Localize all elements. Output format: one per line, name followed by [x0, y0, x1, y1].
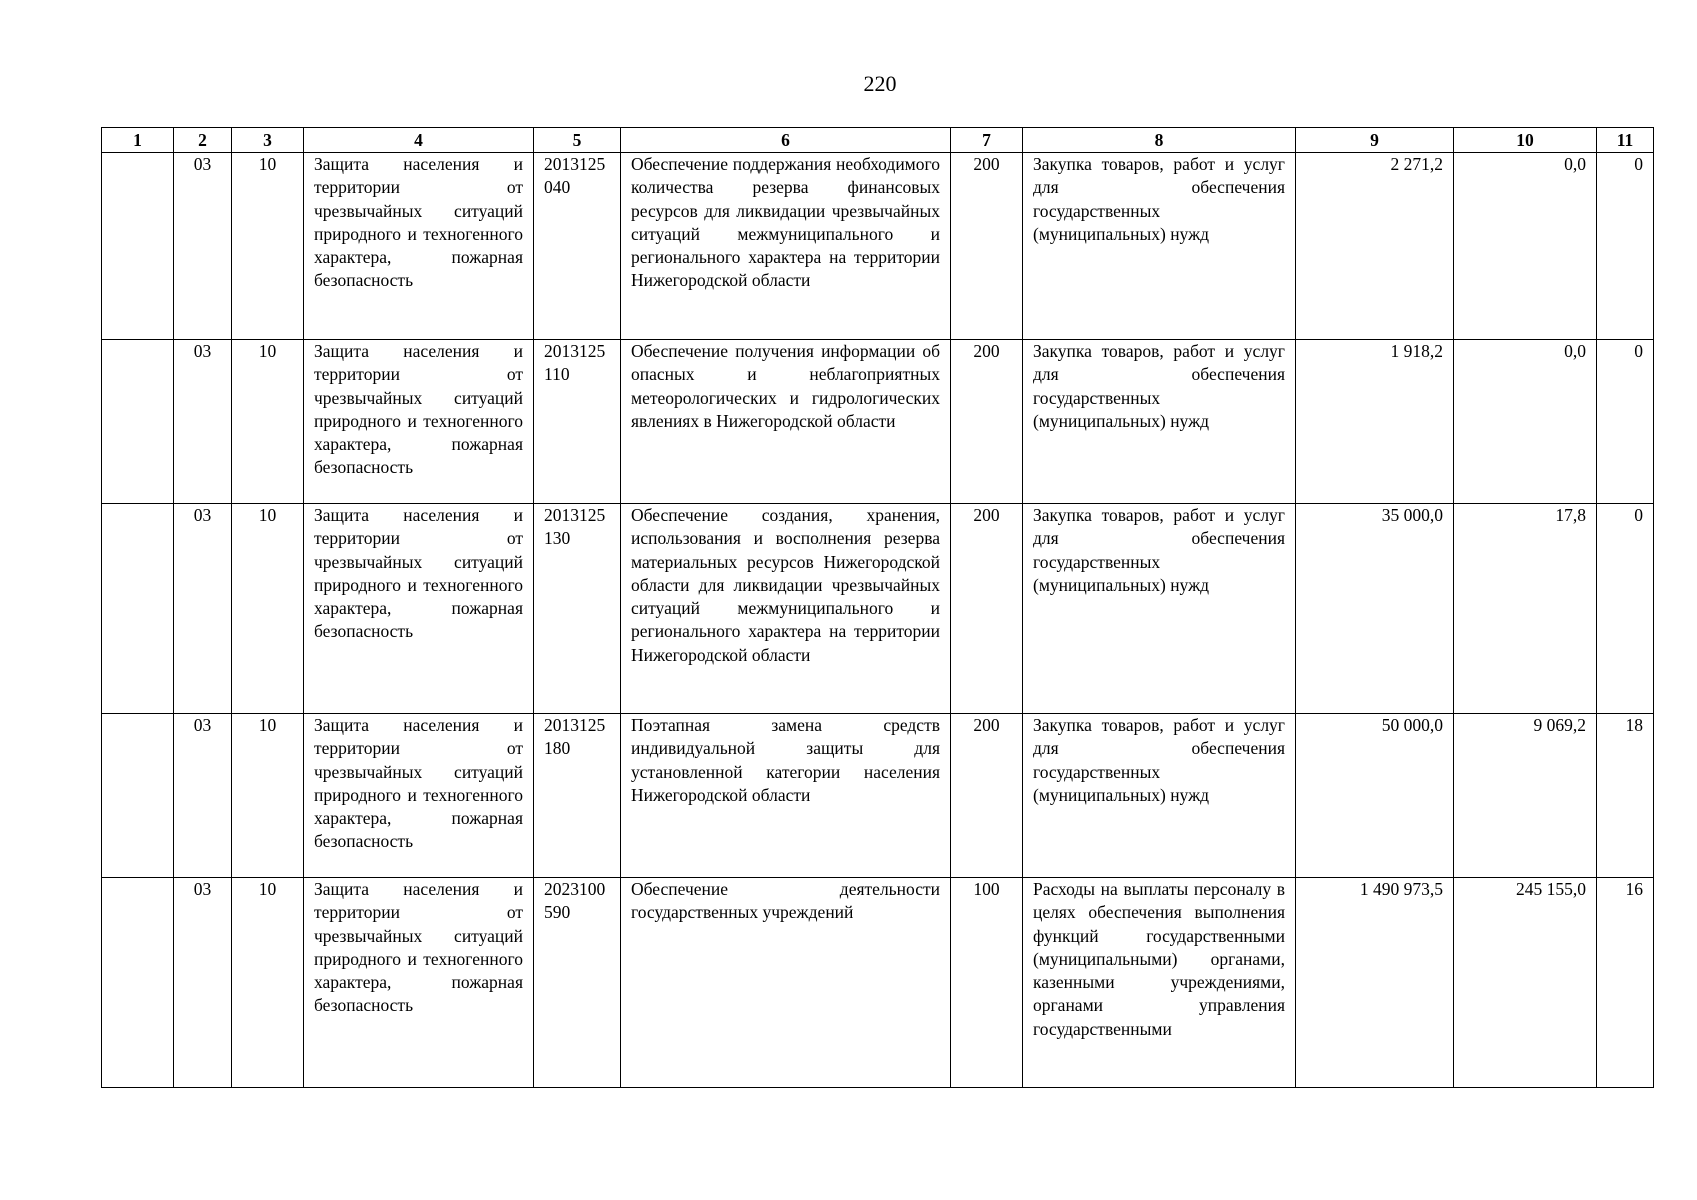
cell-target-code: 2013125040	[534, 153, 621, 340]
column-header-2: 2	[174, 128, 232, 153]
cell-target-code: 2013125180	[534, 714, 621, 878]
cell-plan: 2 271,2	[1296, 153, 1454, 340]
column-header-1: 1	[102, 128, 174, 153]
cell-plan: 35 000,0	[1296, 504, 1454, 714]
table-row	[102, 504, 1654, 714]
cell-section: 03	[174, 504, 232, 714]
cell-expense-name: Закупка товаров, работ и услуг для обеспечения государственных (муниципальных) нужд	[1023, 340, 1296, 504]
cell-section: 03	[174, 878, 232, 1088]
cell-empty	[102, 153, 174, 340]
cell-section-name: Защита населения и территории от чрезвычайных ситуаций природного и техногенного характера, пожарная безопасность	[304, 153, 534, 340]
cell-section: 03	[174, 153, 232, 340]
header-row	[102, 128, 1654, 153]
column-header-8: 8	[1023, 128, 1296, 153]
column-header-11: 11	[1597, 128, 1654, 153]
cell-expense-type: 200	[951, 504, 1023, 714]
cell-target-code: 2023100590	[534, 878, 621, 1088]
column-header-10: 10	[1454, 128, 1597, 153]
cell-subsection: 10	[232, 153, 304, 340]
cell-empty	[102, 714, 174, 878]
cell-actual: 0,0	[1454, 340, 1597, 504]
cell-expense-type: 200	[951, 340, 1023, 504]
cell-expense-type: 200	[951, 153, 1023, 340]
cell-expense-name: Расходы на выплаты персоналу в целях обеспечения выполнения функций государственными (муниципальными) органами, казенными учреждениями, органами управления государственными	[1023, 878, 1296, 1088]
cell-percent: 0	[1597, 504, 1654, 714]
cell-actual: 0,0	[1454, 153, 1597, 340]
cell-empty	[102, 878, 174, 1088]
cell-subsection: 10	[232, 504, 304, 714]
cell-plan: 1 490 973,5	[1296, 878, 1454, 1088]
cell-percent: 18	[1597, 714, 1654, 878]
cell-target-code: 2013125130	[534, 504, 621, 714]
column-header-7: 7	[951, 128, 1023, 153]
cell-percent: 0	[1597, 340, 1654, 504]
cell-expense-name: Закупка товаров, работ и услуг для обеспечения государственных (муниципальных) нужд	[1023, 504, 1296, 714]
column-header-6: 6	[621, 128, 951, 153]
cell-actual: 245 155,0	[1454, 878, 1597, 1088]
cell-subsection: 10	[232, 878, 304, 1088]
table-row	[102, 153, 1654, 340]
cell-section-name: Защита населения и территории от чрезвычайных ситуаций природного и техногенного характера, пожарная безопасность	[304, 714, 534, 878]
cell-section: 03	[174, 714, 232, 878]
cell-empty	[102, 340, 174, 504]
cell-percent: 0	[1597, 153, 1654, 340]
column-header-5: 5	[534, 128, 621, 153]
cell-expense-name: Закупка товаров, работ и услуг для обеспечения государственных (муниципальных) нужд	[1023, 153, 1296, 340]
cell-target-name: Обеспечение поддержания необходимого количества резерва финансовых ресурсов для ликвидации чрезвычайных ситуаций межмуниципального и регионального характера на территории Нижегородской области	[621, 153, 951, 340]
cell-expense-type: 100	[951, 878, 1023, 1088]
cell-percent: 16	[1597, 878, 1654, 1088]
cell-section-name: Защита населения и территории от чрезвычайных ситуаций природного и техногенного характера, пожарная безопасность	[304, 340, 534, 504]
budget-table	[101, 127, 1654, 1088]
cell-section: 03	[174, 340, 232, 504]
table-row	[102, 714, 1654, 878]
cell-section-name: Защита населения и территории от чрезвычайных ситуаций природного и техногенного характера, пожарная безопасность	[304, 504, 534, 714]
cell-actual: 17,8	[1454, 504, 1597, 714]
column-header-9: 9	[1296, 128, 1454, 153]
column-header-4: 4	[304, 128, 534, 153]
table-row	[102, 878, 1654, 1088]
table-row	[102, 340, 1654, 504]
cell-plan: 1 918,2	[1296, 340, 1454, 504]
cell-target-name: Обеспечение создания, хранения, использования и восполнения резерва материальных ресурсов Нижегородской области для ликвидации чрезвычайных ситуаций межмуниципального и регионального характера на территории Нижегородской области	[621, 504, 951, 714]
cell-subsection: 10	[232, 340, 304, 504]
cell-actual: 9 069,2	[1454, 714, 1597, 878]
cell-target-name: Обеспечение получения информации об опасных и неблагоприятных метеорологических и гидрологических явлениях в Нижегородской области	[621, 340, 951, 504]
cell-target-name: Обеспечение деятельности государственных учреждений	[621, 878, 951, 1088]
cell-empty	[102, 504, 174, 714]
cell-subsection: 10	[232, 714, 304, 878]
cell-expense-name: Закупка товаров, работ и услуг для обеспечения государственных (муниципальных) нужд	[1023, 714, 1296, 878]
cell-section-name: Защита населения и территории от чрезвычайных ситуаций природного и техногенного характера, пожарная безопасность	[304, 878, 534, 1088]
page-number: 220	[863, 71, 897, 96]
cell-plan: 50 000,0	[1296, 714, 1454, 878]
cell-expense-type: 200	[951, 714, 1023, 878]
cell-target-code: 2013125110	[534, 340, 621, 504]
cell-target-name: Поэтапная замена средств индивидуальной защиты для установленной категории населения Нижегородской области	[621, 714, 951, 878]
column-header-3: 3	[232, 128, 304, 153]
